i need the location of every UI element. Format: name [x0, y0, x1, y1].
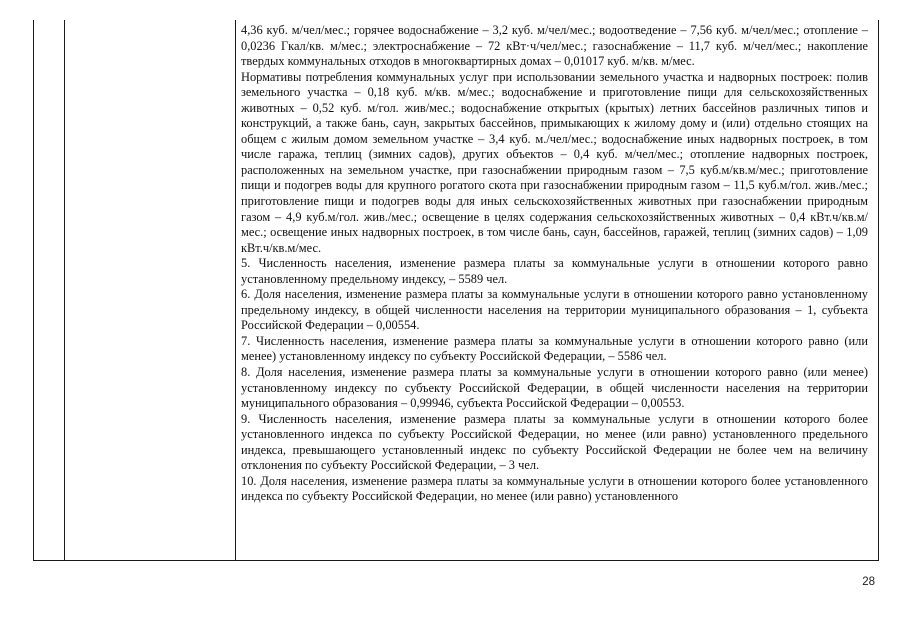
column-divider-1: [64, 20, 65, 560]
paragraph-item-8: 8. Доля населения, изменение размера платы за коммунальные услуги в отношении которого равно (или менее) установленному индексу по субъекту Российской Федерации, в общей численности населения на территории муниципального образования – 0,99946, субъекта Российской Федерации – 0,00553.: [241, 365, 868, 411]
paragraph-utility-norms-continued: 4,36 куб. м/чел/мес.; горячее водоснабжение – 3,2 куб. м/чел/мес.; водоотведение – 7,56 куб. м/чел/мес.; отопление – 0,0236 Гкал/кв. м/мес.; электроснабжение – 72 кВт·ч/чел/мес.; газоснабжение – 11,7 куб. м/чел/мес.; накопление твердых коммунальных отходов в многоквартирных домах – 0,01017 куб. м/кв. м/мес.: [241, 23, 868, 69]
paragraph-item-9: 9. Численность населения, изменение размера платы за коммунальные услуги в отношении которого более установленного индекса по субъекту Российской Федерации, но менее (или равно) установленного предельного индекса, превышающего установленный индекс по субъекту Российской Федерации не более чем на величину отклонения по субъекту Российской Федерации, – 3 чел.: [241, 411, 868, 473]
paragraph-item-6: 6. Доля населения, изменение размера платы за коммунальные услуги в отношении которого равно установленному предельному индексу, в общей численности населения на территории муниципального образования – 1, субъекта Российской Федерации – 0,00554.: [241, 287, 868, 333]
paragraph-land-plot-norms: Нормативы потребления коммунальных услуг при использовании земельного участка и надворных построек: полив земельного участка – 0,18 куб. м/кв. м/мес.; водоснабжение и приготовление пищи для сельскохозяйственных животных – 0,52 куб. м/гол. жив/мес.; водоснабжение открытых (крытых) летних бассейнов различных типов и конструкций, а также бань, саун, закрытых бассейнов, примыкающих к жилому дому и (или) отдельно стоящих на общем с жилым домом земельном участке – 3,4 куб. м./чел/мес.; водоснабжение иных надворных построек, в том числе гаража, теплиц (зимних садов), других объектов – 0,4 куб. м/чел/мес.; отопление надворных построек, расположенных на земельном участке, при газоснабжении природным газом – 7,5 куб.м/кв.м/мес.; приготовление пищи и подогрев воды для крупного рогатого скота при газоснабжении природным газом – 11,5 куб.м/гол. жив./мес.; приготовление пищи и подогрев воды для иных сельскохозяйственных животных при газоснабжении природным газом – 4,9 куб.м/гол. жив./мес.; освещение в целях содержания сельскохозяйственных животных – 0,4 кВт.ч/кв.м/мес.; освещение иных надворных построек, в том числе бань, саун, бассейнов, гаражей, теплиц (зимних садов) – 1,09 кВт.ч/кв.м/мес.: [241, 69, 868, 255]
page-number: 28: [862, 576, 875, 588]
table-text-cell: [241, 23, 868, 505]
column-divider-2: [235, 20, 236, 560]
paragraph-item-10: 10. Доля населения, изменение размера платы за коммунальные услуги в отношении которого более установленного индекса по субъекту Российской Федерации, но менее (или равно) установленного: [241, 473, 868, 504]
paragraph-item-5: 5. Численность населения, изменение размера платы за коммунальные услуги в отношении которого равно установленному предельному индексу, – 5589 чел.: [241, 256, 868, 286]
document-table: [33, 20, 879, 561]
paragraph-item-7: 7. Численность населения, изменение размера платы за коммунальные услуги в отношении которого равно (или менее) установленному индексу по субъекту Российской Федерации, – 5586 чел.: [241, 333, 868, 364]
